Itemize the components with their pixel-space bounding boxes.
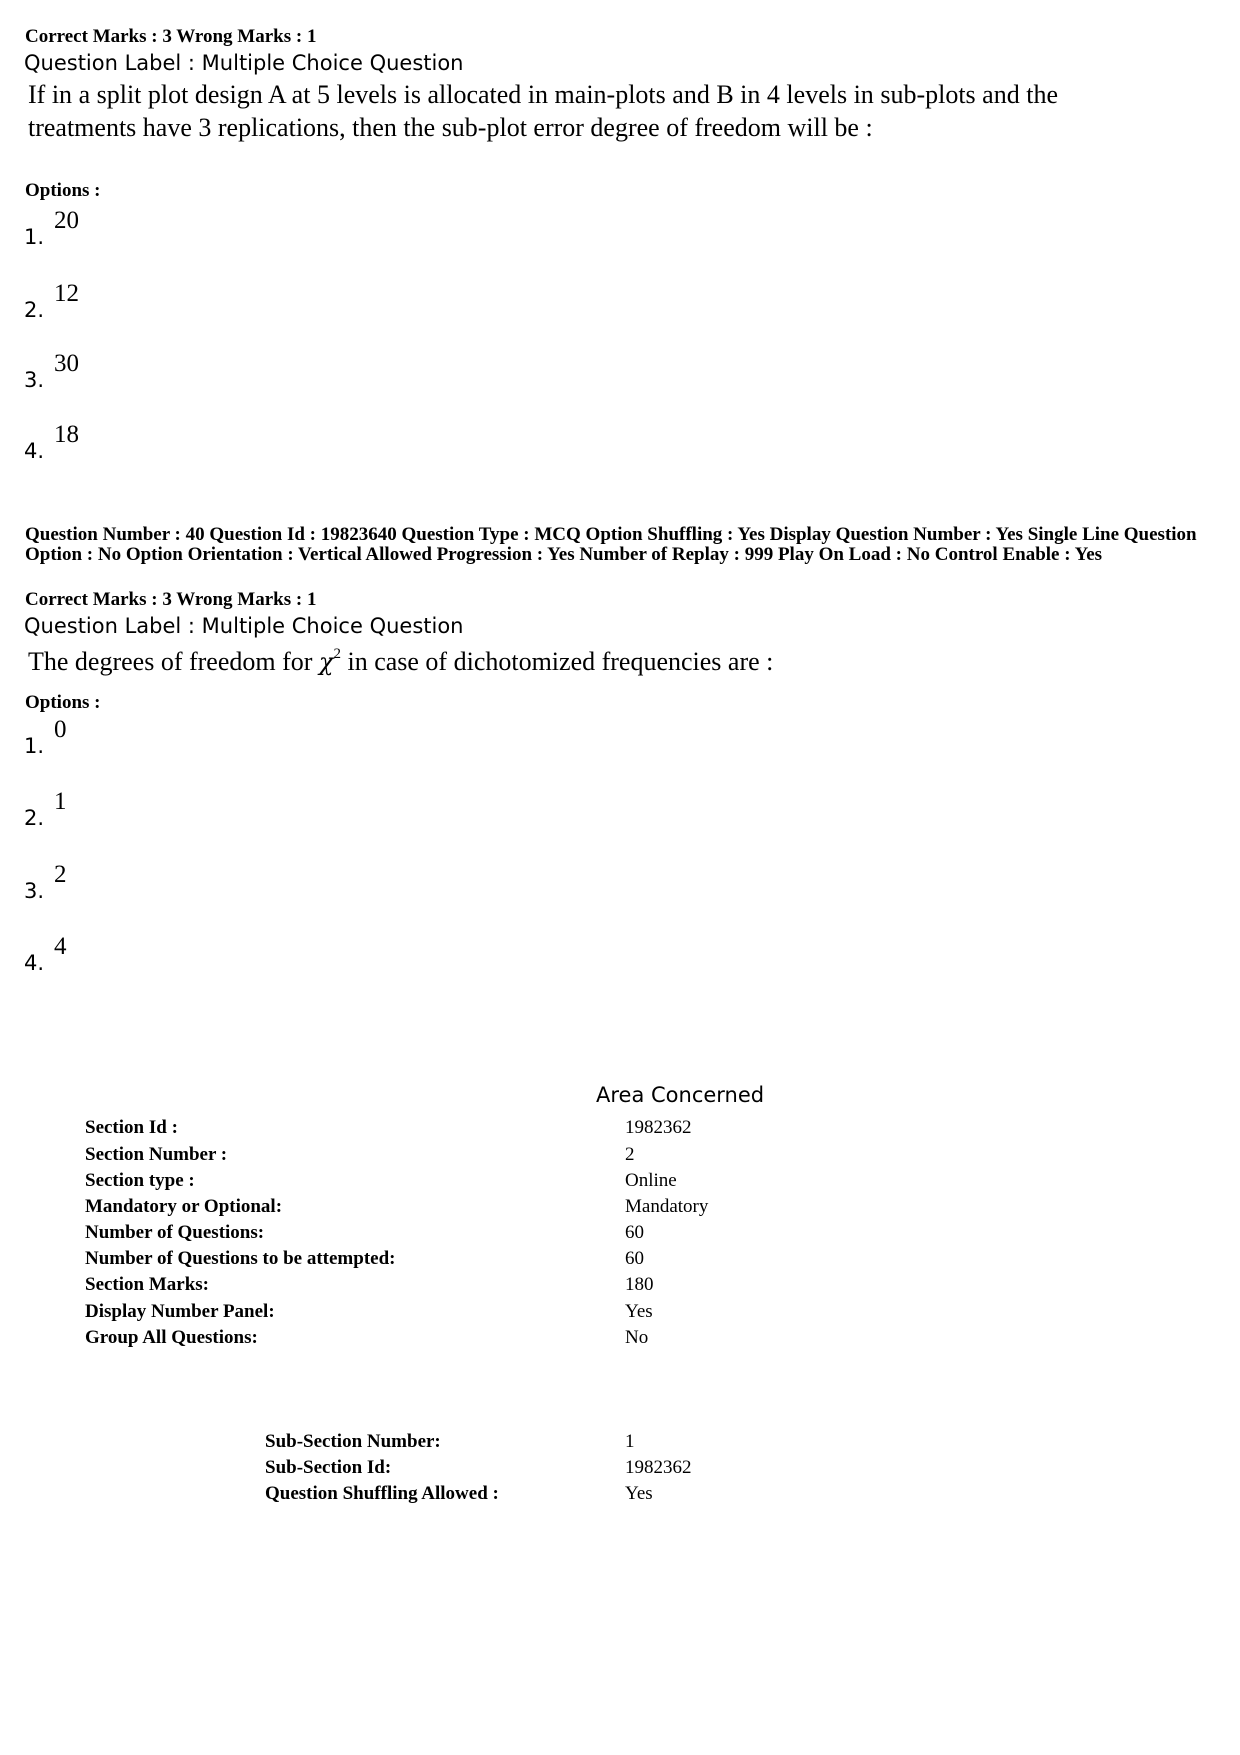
- section-value: 1982362: [625, 1117, 692, 1138]
- q40-options-heading: Options :: [25, 692, 101, 713]
- section-row: [85, 1144, 785, 1173]
- option-number: 2.: [24, 806, 45, 830]
- subsection-value: Yes: [625, 1483, 653, 1504]
- section-key: Mandatory or Optional:: [85, 1196, 283, 1217]
- section-row: [85, 1222, 785, 1251]
- section-key: Group All Questions:: [85, 1327, 258, 1348]
- q40-marks: Correct Marks : 3 Wrong Marks : 1: [25, 589, 317, 610]
- q39-option-3[interactable]: [24, 350, 224, 410]
- option-value: 20: [54, 207, 79, 234]
- section-value: 180: [625, 1274, 654, 1295]
- section-key: Section Id :: [85, 1117, 178, 1138]
- section-value: Online: [625, 1170, 677, 1191]
- section-key: Section Number :: [85, 1144, 228, 1165]
- section-value: No: [625, 1327, 649, 1348]
- section-key: Section type :: [85, 1170, 195, 1191]
- section-key: Number of Questions:: [85, 1222, 265, 1243]
- q40-option-2[interactable]: [24, 788, 224, 848]
- q39-question-label: Question Label : Multiple Choice Question: [24, 51, 464, 75]
- option-value: 2: [54, 861, 67, 888]
- option-number: 1.: [24, 225, 45, 249]
- option-number: 3.: [24, 368, 45, 392]
- option-number: 1.: [24, 734, 45, 758]
- subsection-row: [265, 1483, 785, 1512]
- q39-option-1[interactable]: [24, 207, 224, 267]
- q40-question-label: Question Label : Multiple Choice Question: [24, 614, 464, 638]
- section-row: [85, 1327, 785, 1356]
- q39-marks: Correct Marks : 3 Wrong Marks : 1: [25, 26, 317, 47]
- subsection-key: Sub-Section Number:: [265, 1431, 441, 1452]
- section-row: [85, 1117, 785, 1146]
- section-value: 60: [625, 1248, 644, 1269]
- q39-option-4[interactable]: [24, 421, 224, 481]
- section-key: Number of Questions to be attempted:: [85, 1248, 396, 1269]
- section-row: [85, 1301, 785, 1330]
- subsection-key: Sub-Section Id:: [265, 1457, 392, 1478]
- option-value: 1: [54, 788, 67, 815]
- option-number: 4.: [24, 439, 45, 463]
- section-value: 60: [625, 1222, 644, 1243]
- option-value: 4: [54, 933, 67, 960]
- area-concerned-title: Area Concerned: [596, 1083, 765, 1107]
- chi-symbol: χ: [318, 648, 334, 676]
- section-row: [85, 1248, 785, 1277]
- section-row: [85, 1274, 785, 1303]
- q40-option-3[interactable]: [24, 861, 224, 921]
- section-value: Mandatory: [625, 1196, 709, 1217]
- q40-text-before: The degrees of freedom for: [28, 647, 319, 676]
- q40-meta: Question Number : 40 Question Id : 19823640 Question Type : MCQ Option Shuffling : Yes Display Question Number : Yes Single Line Question Option : No Option Orientation : Vertical Allowed Progression : Yes Number of Replay : 999 Play On Load : No Control Enable : Yes: [25, 524, 1197, 565]
- subsection-value: 1982362: [625, 1457, 692, 1478]
- q39-options-heading: Options :: [25, 180, 101, 201]
- subsection-value: 1: [625, 1431, 635, 1452]
- section-key: Section Marks:: [85, 1274, 210, 1295]
- section-row: [85, 1170, 785, 1199]
- q40-option-1[interactable]: [24, 716, 224, 776]
- section-value: Yes: [625, 1301, 653, 1322]
- option-value: 12: [54, 280, 79, 307]
- option-number: 4.: [24, 951, 45, 975]
- subsection-key: Question Shuffling Allowed :: [265, 1483, 499, 1504]
- q40-option-4[interactable]: [24, 933, 224, 993]
- q40-text-after: in case of dichotomized frequencies are :: [340, 647, 774, 676]
- subsection-row: [265, 1431, 785, 1460]
- q39-question-text: If in a split plot design A at 5 levels is allocated in main-plots and B in 4 levels in sub-plots and the treatments have 3 replications, then the sub-plot error degree of freedom will be :: [28, 80, 1058, 142]
- section-row: [85, 1196, 785, 1225]
- option-value: 30: [54, 350, 79, 377]
- q40-question-text: [28, 645, 1058, 683]
- q39-option-2[interactable]: [24, 280, 224, 340]
- option-value: 0: [54, 716, 67, 743]
- option-value: 18: [54, 421, 79, 448]
- option-number: 3.: [24, 879, 45, 903]
- section-key: Display Number Panel:: [85, 1301, 275, 1322]
- section-value: 2: [625, 1144, 635, 1165]
- chi-superscript: 2: [333, 646, 341, 662]
- option-number: 2.: [24, 298, 45, 322]
- subsection-row: [265, 1457, 785, 1486]
